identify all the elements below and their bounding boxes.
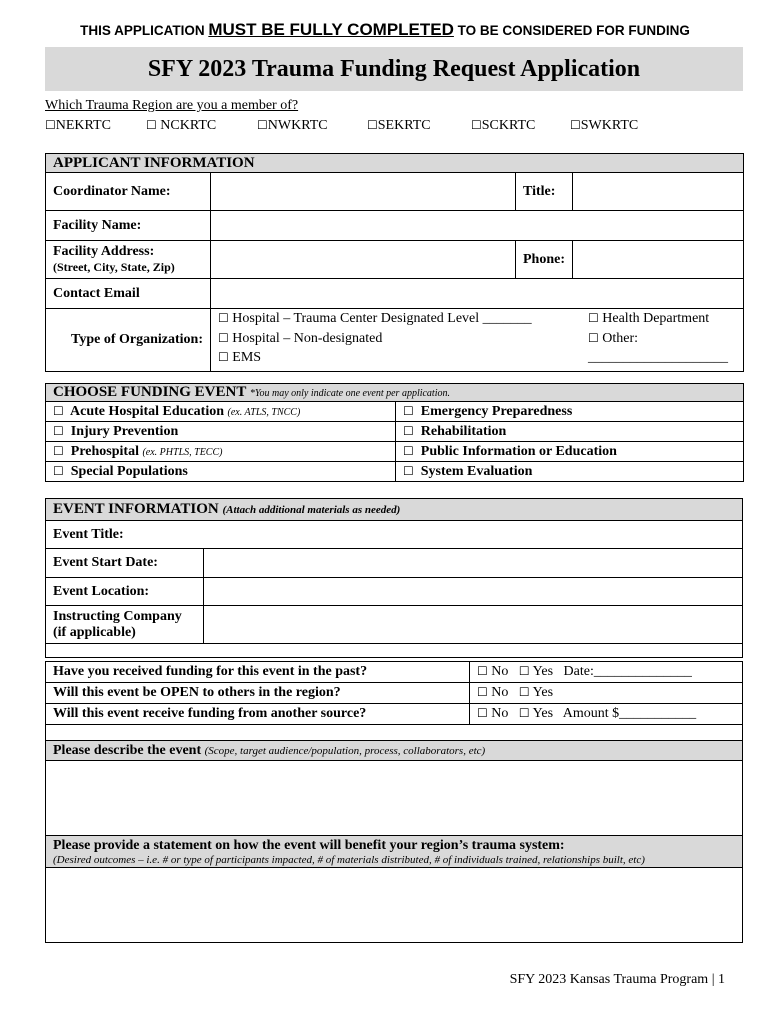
statement-field[interactable] <box>46 868 743 943</box>
facility-name-label: Facility Name: <box>46 211 211 241</box>
event-questions-table <box>45 661 743 741</box>
funding-option-rehabilitation[interactable]: ☐ Rehabilitation <box>396 422 744 442</box>
funding-option-injury-prevention[interactable]: ☐ Injury Prevention <box>46 422 396 442</box>
event-information-table <box>45 498 743 658</box>
phone-label: Phone: <box>516 241 573 279</box>
region-question: Which Trauma Region are you a member of? <box>45 98 299 113</box>
org-option-non-designated[interactable]: ☐ Hospital – Non-designated <box>218 331 383 346</box>
funding-option-system-evaluation[interactable]: ☐ System Evaluation <box>396 462 744 482</box>
org-option-ems[interactable]: ☐ EMS <box>218 350 262 365</box>
question-other-funding: Will this event receive funding from another source? <box>46 704 470 725</box>
funding-notice: THIS APPLICATION MUST BE FULLY COMPLETED TO BE CONSIDERED FOR FUNDING <box>80 20 690 39</box>
region-option-nwkrtc[interactable]: ☐NWKRTC <box>257 118 328 133</box>
facility-address-label-cell: Facility Address: (Street, City, State, Zip) <box>46 241 211 279</box>
coordinator-name-label: Coordinator Name: <box>46 173 211 211</box>
describe-event-label: Please describe the event (Scope, target audience/population, process, collaborators, etc) <box>46 741 743 761</box>
region-option-nekrtc[interactable]: ☐NEKRTC <box>45 118 111 133</box>
answer-other-funding[interactable]: ☐ No ☐ Yes Amount $___________ <box>470 704 743 725</box>
other-specify-line[interactable]: ____________________ <box>588 350 728 365</box>
organization-type-options <box>211 309 744 372</box>
organization-type-label: Type of Organization: <box>46 309 211 372</box>
region-option-sekrtc[interactable]: ☐SEKRTC <box>367 118 431 133</box>
instructing-company-label: Instructing Company (if applicable) <box>46 606 204 644</box>
answer-open-to-others[interactable]: ☐ No ☐ Yes <box>470 683 743 704</box>
org-option-health-department[interactable]: ☐ Health Department <box>588 311 710 326</box>
funding-option-public-information[interactable]: ☐ Public Information or Education <box>396 442 744 462</box>
region-option-nckrtc[interactable]: ☐ NCKRTC <box>146 118 217 133</box>
applicant-information-table <box>45 153 744 372</box>
org-option-other[interactable]: ☐ Other: <box>588 331 639 346</box>
page-footer: SFY 2023 Kansas Trauma Program | 1 <box>509 972 725 987</box>
event-header: EVENT INFORMATION (Attach additional materials as needed) <box>46 499 743 521</box>
page-title: SFY 2023 Trauma Funding Request Application <box>45 47 743 91</box>
spacer-row-2 <box>46 725 743 741</box>
funding-option-special-populations[interactable]: ☐ Special Populations <box>46 462 396 482</box>
question-past-funding: Have you received funding for this event in the past? <box>46 662 470 683</box>
title-label: Title: <box>516 173 573 211</box>
funding-event-table <box>45 383 744 482</box>
funding-option-prehospital[interactable]: ☐ Prehospital (ex. PHTLS, TECC) <box>46 442 396 462</box>
phone-field[interactable] <box>573 241 744 279</box>
instructing-company-field[interactable] <box>204 606 743 644</box>
region-option-swkrtc[interactable]: ☐SWKRTC <box>570 118 639 133</box>
answer-past-funding[interactable]: ☐ No ☐ Yes Date:______________ <box>470 662 743 683</box>
event-location-label: Event Location: <box>46 578 204 606</box>
facility-address-field[interactable] <box>211 241 516 279</box>
event-title-field[interactable]: Event Title: <box>46 521 743 549</box>
statement-label: Please provide a statement on how the event will benefit your region’s trauma system: (Desired outcomes – i.e. # or type of participants impacted, # of materials distributed, # of individuals trained, relationships built, etc) <box>46 836 743 868</box>
funding-header: CHOOSE FUNDING EVENT *You may only indicate one event per application. <box>46 384 744 402</box>
event-start-date-field[interactable] <box>204 549 743 578</box>
event-location-field[interactable] <box>204 578 743 606</box>
funding-option-acute-hospital-education[interactable]: ☐ Acute Hospital Education (ex. ATLS, TNCC) <box>46 402 396 422</box>
describe-event-field[interactable] <box>46 761 743 836</box>
describe-table <box>45 740 743 943</box>
region-option-sckrtc[interactable]: ☐SCKRTC <box>471 118 536 133</box>
contact-email-label: Contact Email <box>46 279 211 309</box>
coordinator-name-field[interactable] <box>211 173 516 211</box>
title-field[interactable] <box>573 173 744 211</box>
question-open-to-others: Will this event be OPEN to others in the region? <box>46 683 470 704</box>
facility-name-field[interactable] <box>211 211 744 241</box>
event-start-date-label: Event Start Date: <box>46 549 204 578</box>
spacer-row <box>46 644 743 658</box>
funding-option-emergency-preparedness[interactable]: ☐ Emergency Preparedness <box>396 402 744 422</box>
applicant-header: APPLICANT INFORMATION <box>46 154 744 173</box>
org-option-trauma-center[interactable]: ☐ Hospital – Trauma Center Designated Level _______ <box>218 311 532 326</box>
contact-email-field[interactable] <box>211 279 744 309</box>
